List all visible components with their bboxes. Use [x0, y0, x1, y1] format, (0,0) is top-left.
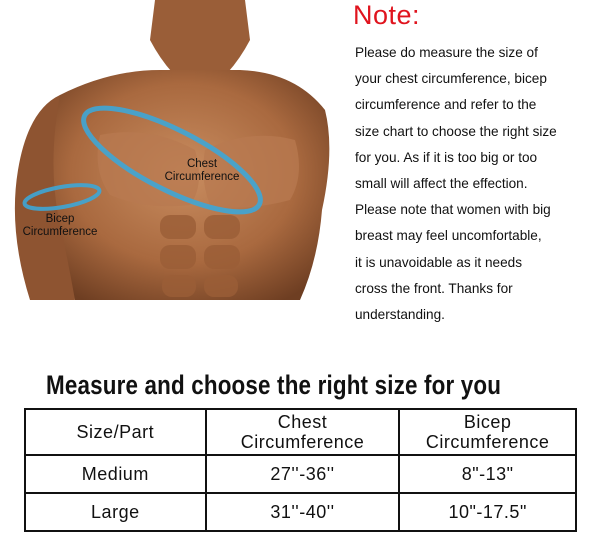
size-cell: Large — [25, 493, 206, 531]
torso-measurement-illustration — [0, 0, 345, 305]
bicep-cell: 10"-17.5" — [399, 493, 576, 531]
chest-label-line1: Chest — [186, 158, 218, 170]
note-line: Please note that women with big — [355, 202, 551, 218]
table-row — [25, 493, 576, 531]
note-line: circumference and refer to the — [355, 97, 537, 113]
size-cell: Medium — [25, 455, 206, 493]
header-bicep-line2: Circumference — [425, 432, 550, 452]
note-line: for you. As if it is too big or too — [355, 149, 538, 165]
bicep-label-line1: Bicep — [45, 213, 75, 225]
note-title: Note: — [353, 0, 421, 30]
header-chest-line1: Chest — [277, 412, 328, 432]
header-size-part: Size/Part — [25, 409, 206, 455]
table-row — [25, 455, 576, 493]
header-bicep — [399, 409, 576, 455]
torso-drawing — [0, 0, 345, 305]
bicep-label-line2: Circumference — [22, 226, 98, 238]
note-line: cross the front. Thanks for — [355, 280, 513, 296]
chest-label-line2: Circumference — [164, 171, 240, 183]
header-chest-line2: Circumference — [240, 432, 365, 452]
note-line: small will affect the effection. — [355, 176, 528, 192]
note-line: your chest circumference, bicep — [355, 71, 547, 87]
bicep-label — [18, 213, 102, 239]
chest-label — [162, 158, 242, 184]
note-line: it is unavoidable as it needs — [355, 254, 523, 270]
size-guide-headline: Measure and choose the right size for you — [46, 370, 502, 400]
bicep-cell: 8"-13" — [399, 455, 576, 493]
note-body — [355, 40, 600, 328]
chest-cell: 27''-36'' — [206, 455, 400, 493]
chest-cell: 31''-40'' — [206, 493, 400, 531]
note-line: size chart to choose the right size — [355, 123, 557, 139]
table-header-row — [25, 409, 576, 455]
note-line: Please do measure the size of — [355, 45, 538, 60]
header-bicep-line1: Bicep — [463, 412, 512, 432]
note-line: understanding. — [355, 307, 445, 323]
header-chest — [206, 409, 400, 455]
size-chart-table — [24, 408, 577, 532]
note-line: breast may feel uncomfortable, — [355, 228, 542, 244]
